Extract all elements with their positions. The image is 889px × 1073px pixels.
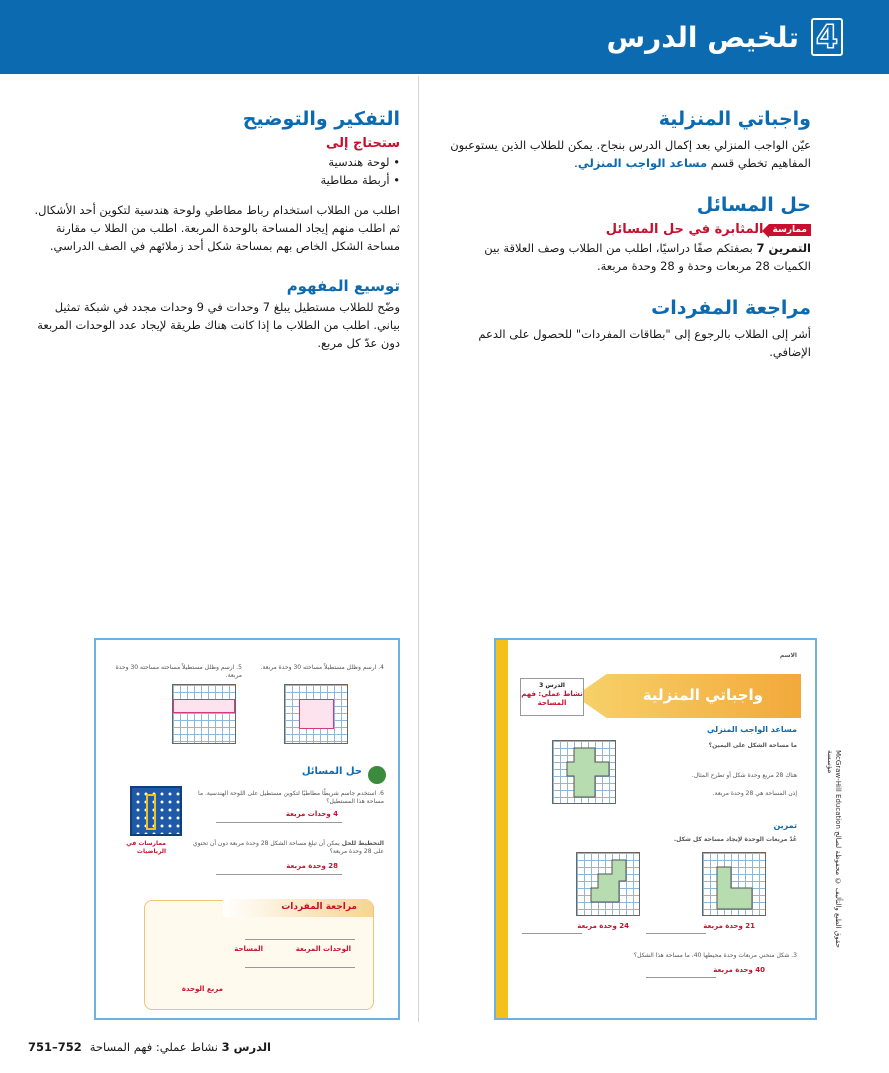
question-7: التخطيط للحل يمكن أن تبلغ مساحة الشكل 28 وحدة مربعة دون أن تحتوي على 28 وحدة مربعة؟ xyxy=(192,840,384,855)
right-column xyxy=(445,108,811,383)
practice-answer-1: 21 وحدة مربعة xyxy=(703,922,755,930)
practice-grid-1 xyxy=(702,852,766,916)
vocab-review-text: أشر إلى الطلاب بالرجوع إلى "بطاقات المفردات" للحصول على الدعم الإضافي. xyxy=(478,327,811,359)
extend-concept-section xyxy=(28,277,400,352)
vocab-review-section xyxy=(445,297,811,361)
practice-title: تمرين xyxy=(773,821,797,830)
yellow-strip xyxy=(496,640,508,1018)
copyright-vertical: McGraw-Hill Education حقوق الطبع والتأليف © محفوظة لصالح مؤسسة xyxy=(826,750,842,948)
answer-7: 28 وحدة مربعة xyxy=(286,862,338,870)
think-explain-title: التفكير والتوضيح xyxy=(242,108,400,130)
footer-lesson: الدرس 3 نشاط عملي: فهم المساحة xyxy=(89,1040,271,1054)
answer-line xyxy=(522,933,582,934)
answer-line xyxy=(245,939,355,940)
extend-concept-title: توسيع المفهوم xyxy=(286,277,400,295)
rect-grid-2 xyxy=(172,684,236,744)
question-6: 6. استخدم جاسم شريطًا مطاطيًا لتكوين مستطيل على اللوحة الهندسية. ما مساحة هذا المستطيل؟ xyxy=(198,790,384,805)
name-label: الاسم xyxy=(779,652,797,659)
vocab-box xyxy=(144,900,374,1010)
vocab-title: مراجعة المفردات xyxy=(281,902,357,912)
helper-question: ما مساحة الشكل على اليمين؟ xyxy=(708,742,797,749)
lesson-box-title: نشاط عملي: فهم المساحة xyxy=(521,690,583,707)
problem-solving-icon xyxy=(368,766,386,784)
helper-answer-2: إذن المساحة هي 28 وحدة مربعة. xyxy=(712,790,797,797)
problem-solving-title: حل المسائل xyxy=(301,766,362,777)
homework-text: عيّن الواجب المنزلي بعد إكمال الدرس بنجاح. يمكن للطلاب الذين يستوعبون المفاهيم تخطي قسم مساعد الواجب المنزلي. xyxy=(450,138,811,170)
helper-answer-1: هناك 28 مربع وحدة شكل أو تطرح المثال. xyxy=(691,772,797,779)
lesson-box xyxy=(520,678,584,716)
practice-grid-2 xyxy=(576,852,640,916)
practice-question-3: 3. شكل منحني مربعات وحدة محيطها 40، ما مساحة هذا الشكل؟ xyxy=(633,952,797,959)
page-title: تلخيص الدرس xyxy=(606,20,799,54)
stair-shape xyxy=(577,853,641,917)
materials-list xyxy=(28,153,400,189)
geoboard xyxy=(130,786,182,836)
math-practice-tag: ممارسات في الرياضيات xyxy=(126,840,166,855)
question-5: 5. ارسم وظلل مستطيلاً مساحته مساحته 30 وحدة مربعة. xyxy=(115,664,242,679)
left-column xyxy=(28,108,400,374)
answer-6: 4 وحدات مربعة xyxy=(285,810,338,818)
answer-line xyxy=(245,967,355,968)
vocab-answer-1: المساحة xyxy=(234,945,263,953)
rect-grid-1 xyxy=(284,684,348,744)
homework-section xyxy=(445,108,811,172)
helper-title: مساعد الواجب المنزلي xyxy=(707,725,797,734)
answer-line xyxy=(646,933,706,934)
homework-banner-title: واجباتي المنزلية xyxy=(642,686,763,704)
answer-line xyxy=(646,977,716,978)
practice-answer-2: 24 وحدة مربعة xyxy=(577,922,629,930)
math-practice-tag: ممارسة xyxy=(769,224,811,236)
vocab-answer-2: الوحدات المربعة xyxy=(295,945,351,953)
practice-instructions: عُدّ مربعات الوحدة لإيجاد مساحة كل شكل. xyxy=(673,836,797,843)
answer-line xyxy=(216,874,342,875)
practice-row xyxy=(445,222,811,237)
problem-solving-title: حل المسائل xyxy=(696,194,811,216)
practice-label: المثابرة في حل المسائل xyxy=(605,222,764,237)
vocab-answer-3: مربع الوحدة xyxy=(181,985,223,993)
problem-solving-text: التمرين 7 بصفتكم صفًا دراسيًا، اطلب من الطلاب وصف العلاقة بين الكميات 28 مربعات وحدة و 28 وحدة مربعة. xyxy=(484,241,811,273)
lesson-number: 4 xyxy=(811,18,843,56)
question-4: 4. ارسم وظلل مستطيلاً مساحته 30 وحدة مربعة. xyxy=(260,664,384,671)
vocab-review-title: مراجعة المفردات xyxy=(651,297,811,319)
helper-grid xyxy=(552,740,616,804)
think-explain-text: اطلب من الطلاب استخدام رباط مطاطي ولوحة هندسية لتكوين أحد الأشكال. ثم اطلب منهم إيجاد المساحة بالوحدة المربعة. اطلب من الطلا ب مقارنة مساحة الشكل الخاص بهم بمساحة شكل أحد زملائهم في الصف الدراسي. xyxy=(34,203,400,253)
homework-title: واجباتي المنزلية xyxy=(658,108,811,130)
materials-title: ستحتاج إلى xyxy=(325,136,400,151)
cross-shape xyxy=(553,741,617,805)
practice-answer-3: 40 وحدة مربعة xyxy=(713,966,765,974)
think-explain-section xyxy=(28,108,400,255)
rubber-band xyxy=(146,794,156,830)
list-item: • لوحة هندسية xyxy=(28,153,400,171)
list-item: • أربطة مطاطية xyxy=(28,171,400,189)
homework-helper-link: مساعد الواجب المنزلي xyxy=(577,156,708,170)
header-banner xyxy=(0,0,889,74)
l-shape xyxy=(703,853,767,917)
shaded-rectangle xyxy=(173,699,235,713)
answer-line xyxy=(216,822,342,823)
page-numbers: 751–752 xyxy=(28,1040,82,1054)
problem-solving-section xyxy=(445,194,811,275)
extend-concept-text: وضّح للطلاب مستطيل يبلغ 7 وحدات في 9 وحدات مجدد في شبكة تمثيل بياني. اطلب من الطلاب ما إذا كانت هناك طريقة لإيجاد عدد الوحدات المربعة دون عدّ كل مربع. xyxy=(37,300,400,350)
column-divider xyxy=(418,76,419,1022)
lesson-box-number: الدرس 3 xyxy=(539,682,565,689)
shaded-rectangle xyxy=(299,699,334,729)
practice-page-thumbnail xyxy=(94,638,400,1020)
homework-page-thumbnail xyxy=(494,638,817,1020)
